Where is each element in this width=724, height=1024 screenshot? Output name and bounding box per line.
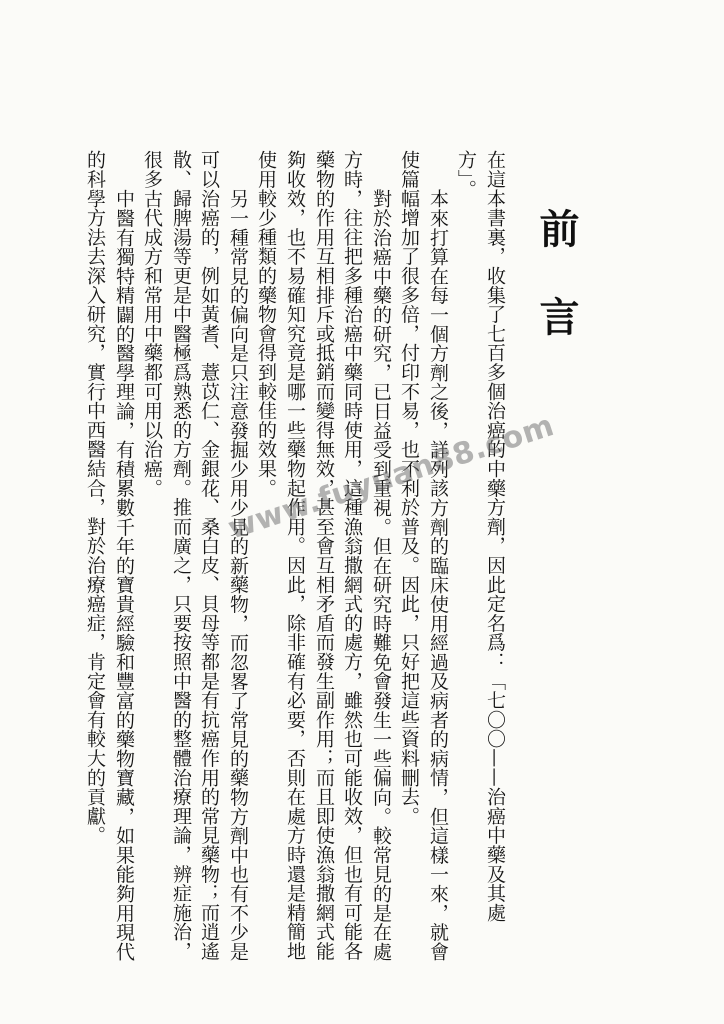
text-column: 藥物的作用互相排斥或抵銷而變得無效，甚至會互相矛盾而發生副作用；而且即使漁翁撒網式能 (313, 150, 335, 961)
text-column: 對於治癌中藥的研究，已日益受到重視。但在研究時難免會發生一些偏向。較常見的是在處 (370, 189, 392, 961)
text-column: 使用較少種類的藥物會得到較佳的效果。 (255, 150, 277, 498)
text-column: 可以治癌的，例如黃耆、薏苡仁、金銀花、桑白皮、貝母等都是有抗癌作用的常見藥物；而逍遙 (198, 150, 220, 961)
text-column: 的科學方法去深入研究，實行中西醫結合，對於治療癌症，肯定會有較大的貢獻。 (84, 150, 106, 845)
text-column: 中醫有獨特精闢的醫學理論，有積累數千年的寶貴經驗和豐富的藥物寶藏，如果能夠用現代 (113, 189, 135, 961)
text-column: 另一種常見的偏向是只注意發掘少用少見的新藥物，而忽畧了常見的藥物方劑中也有不少是 (227, 189, 249, 961)
text-column: 散、歸脾湯等更是中醫極爲熟悉的方劑。推而廣之，只要按照中醫的整體治療理論，辨症施治， (170, 150, 192, 961)
text-column: 方」。 (455, 150, 477, 199)
text-column: 在這本書裏，收集了七百多個治癌的中藥方劑，因此定名爲：「七〇〇——治癌中藥及其處 (484, 150, 506, 922)
text-column: 本來打算在每一個方劑之後，詳列該方劑的臨床使用經過及病者的病情，但這樣一來，就會 (427, 189, 449, 961)
text-column: 很多古代成方和常用中藥都可用以治癌。 (141, 150, 163, 498)
page-title: 前言 (533, 208, 580, 384)
text-column: 夠收效，也不易確知究竟是哪一些藥物起作用。因此，除非確有必要，否則在處方時還是精簡地 (284, 150, 306, 961)
watermark: www.fuyuan88.com (223, 408, 559, 547)
text-column: 使篇幅增加了很多倍，付印不易，也不利於普及。因此，只好把這些資料刪去。 (398, 150, 420, 826)
text-column: 方時，往往把多種治癌中藥同時使用，這種漁翁撒網式的處方，雖然也可能收效，但也有可能各 (341, 150, 363, 961)
